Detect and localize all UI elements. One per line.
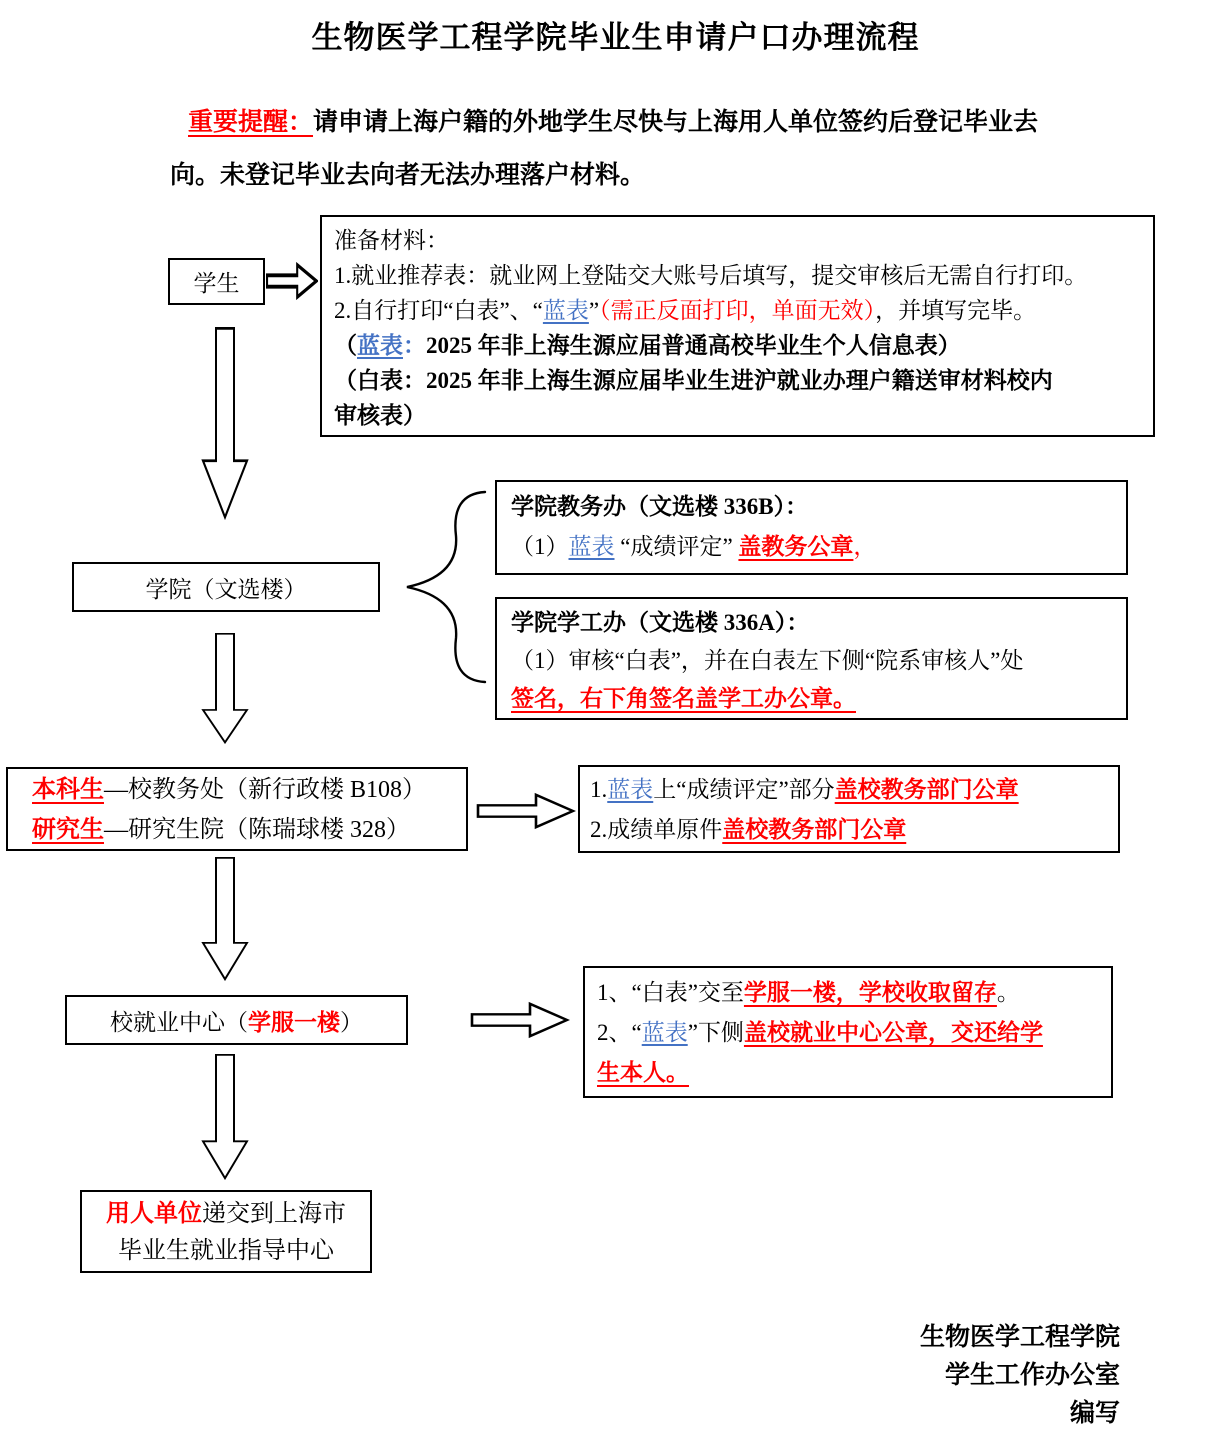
arrow-down-icon <box>197 857 253 981</box>
node-employer-submit: 用人单位递交到上海市 毕业生就业指导中心 <box>80 1190 372 1273</box>
important-reminder: 重要提醒：请申请上海户籍的外地学生尽快与上海用人单位签约后登记毕业去向。未登记毕业去向者无法办理落户材料。 <box>170 108 1039 189</box>
node-career-center-detail: 1、“白表”交至学服一楼，学校收取留存。 2、“蓝表”下侧盖校就业中心公章，交还给学 生本人。 <box>583 966 1113 1098</box>
node-registrar-offices: 本科生—校教务处（新行政楼 B108） 研究生—研究生院（陈瑞球楼 328） <box>6 767 468 851</box>
node-grade-stamp-detail: 1.蓝表上“成绩评定”部分盖校教务部门公章 2.成绩单原件盖校教务部门公章 <box>578 765 1120 853</box>
arrow-down-icon <box>197 327 253 520</box>
node-prepare-materials: 准备材料： 1.就业推荐表：就业网上登陆交大账号后填写，提交审核后无需自行打印。 2.自行打印“白表”、“蓝表”（需正反面打印，单面无效），并填写完毕。 （蓝表：2025 年非上海生源应届普通高校毕业生个人信息表） （白表：2025 年非上海生源应届毕业生进沪就业办理户籍送审材料校内 审核表） <box>320 215 1155 437</box>
arrow-down-icon <box>197 1054 253 1180</box>
node-career-center: 校就业中心（ 学服一楼 ） <box>65 995 408 1045</box>
arrow-right-icon <box>476 792 576 830</box>
node-student: 学生 <box>168 258 265 305</box>
brace-connector <box>395 488 495 686</box>
arrow-right-icon <box>470 1001 570 1039</box>
arrow-down-icon <box>197 633 253 744</box>
node-student-affairs-office: 学院学工办（文选楼 336A）： （1）审核“白表”，并在白表左下侧“院系审核人”处 签名，右下角签名盖学工办公章。 <box>495 597 1128 720</box>
node-college: 学院（文选楼） <box>72 562 380 612</box>
node-academic-office: 学院教务办（文选楼 336B）： （1）蓝表 “成绩评定” 盖教务公章， <box>495 480 1128 575</box>
page-title: 生物医学工程学院毕业生申请户口办理流程 <box>311 20 920 55</box>
arrow-right-icon <box>266 262 318 300</box>
signature-block: 生物医学工程学院 学生工作办公室 编写 <box>919 1323 1120 1427</box>
